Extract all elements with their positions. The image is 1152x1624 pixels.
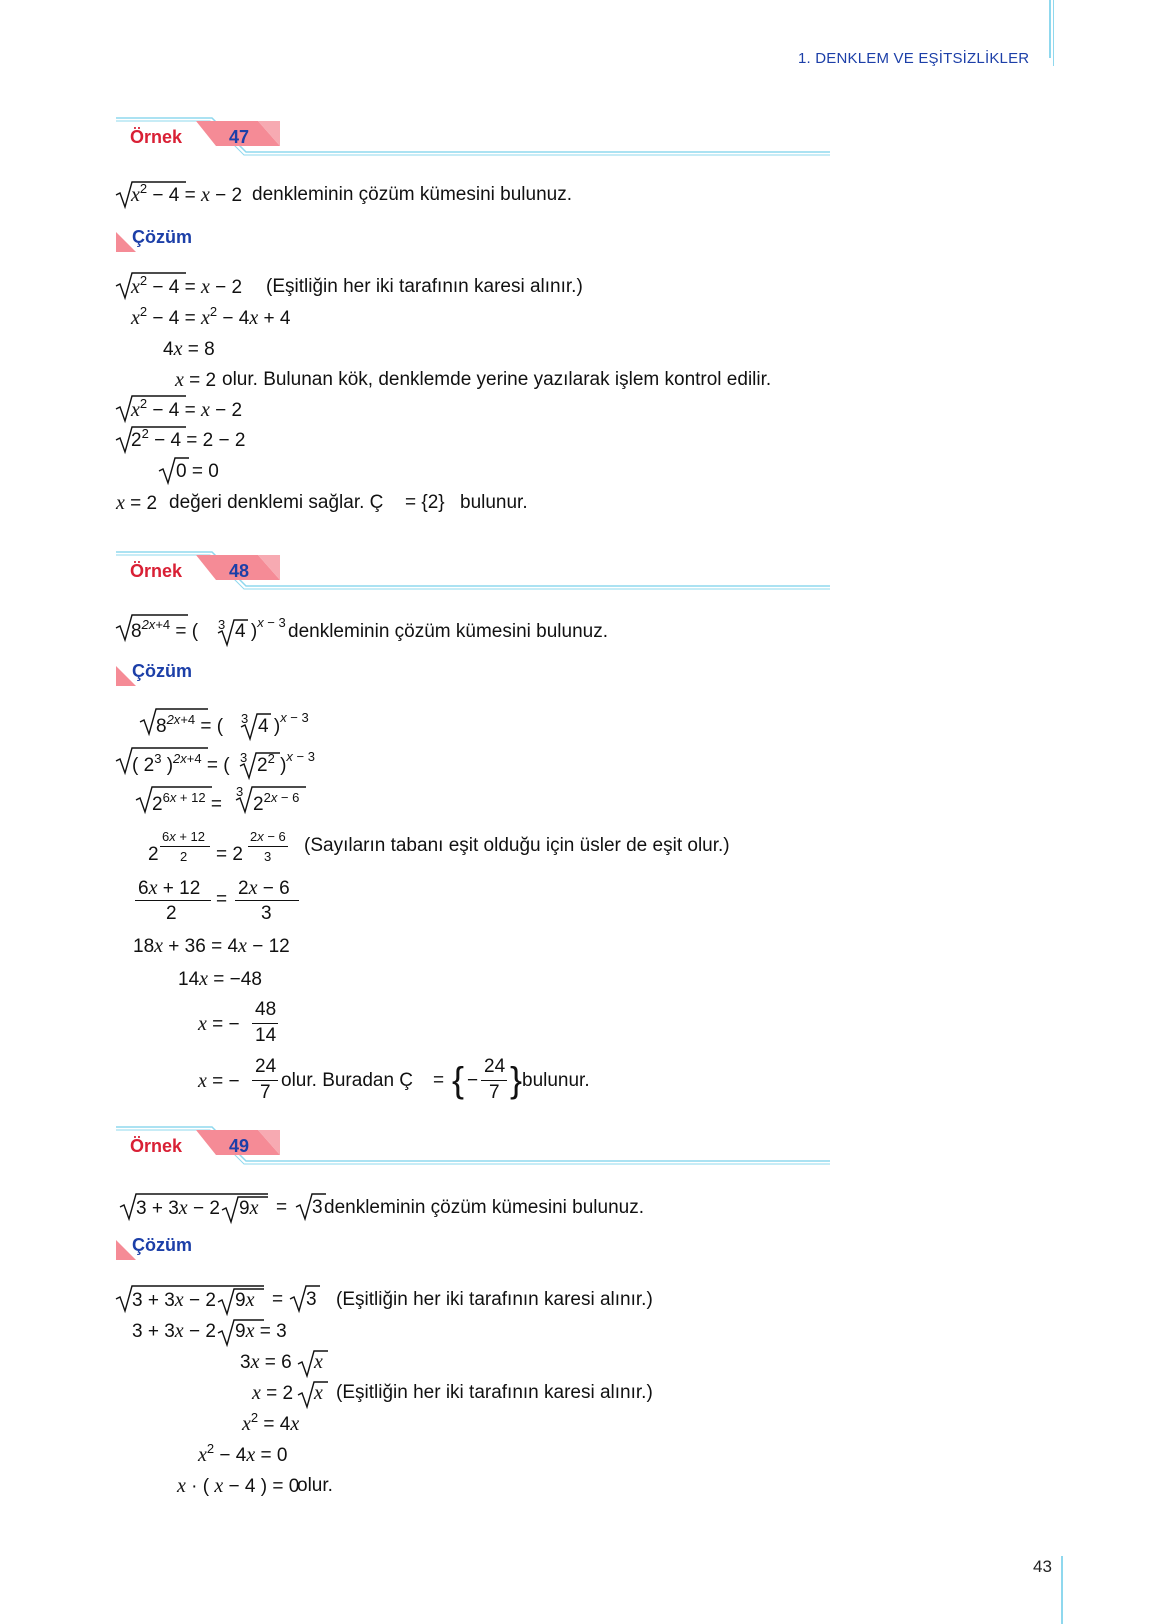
cozum-label: Çözüm xyxy=(132,227,192,247)
conclusion-text-end: bulunur. xyxy=(522,1070,590,1091)
solution-note: olur. xyxy=(297,1475,333,1496)
problem-text: denkleminin çözüm kümesini bulunuz. xyxy=(288,621,608,642)
solution-note: (Eşitliğin her iki tarafının karesi alınır.) xyxy=(336,1382,653,1403)
conclusion-text: değeri denklemi sağlar. Ç xyxy=(169,492,384,513)
ornek-number: 47 xyxy=(229,127,250,147)
solution-note: olur. Buradan Ç xyxy=(281,1070,414,1091)
section-title: 1. DENKLEM VE EŞİTSİZLİKLER xyxy=(798,50,1030,67)
problem-text: denkleminin çözüm kümesini bulunuz. xyxy=(324,1197,644,1218)
ornek-banner xyxy=(116,1125,836,1165)
radical-sign xyxy=(298,1380,328,1410)
ornek-label: Örnek xyxy=(130,1136,183,1156)
solution-note: (Eşitliğin her iki tarafının karesi alınır.) xyxy=(266,276,583,297)
footer-edge-line xyxy=(1061,1556,1063,1624)
problem-text: denkleminin çözüm kümesini bulunuz. xyxy=(252,184,572,205)
cozum-label: Çözüm xyxy=(132,661,192,681)
header-edge-line xyxy=(1049,0,1051,58)
ornek-label: Örnek xyxy=(130,561,183,581)
ornek-label: Örnek xyxy=(130,127,183,147)
solution-note: (Sayıların tabanı eşit olduğu için üsler de eşit olur.) xyxy=(304,835,730,856)
header-edge-line-2 xyxy=(1053,0,1054,66)
ornek-number: 49 xyxy=(229,1136,250,1156)
cozum-label: Çözüm xyxy=(132,1235,192,1255)
ornek-banner xyxy=(116,116,836,156)
conclusion-text-end: bulunur. xyxy=(460,492,528,513)
solution-note: olur. Bulunan kök, denklemde yerine yazılarak işlem kontrol edilir. xyxy=(222,369,772,390)
radical-sign xyxy=(298,1349,328,1379)
ornek-banner xyxy=(116,550,836,590)
solution-note: (Eşitliğin her iki tarafının karesi alınır.) xyxy=(336,1289,653,1310)
ornek-number: 48 xyxy=(229,561,250,581)
page-number: 43 xyxy=(1033,1557,1052,1576)
